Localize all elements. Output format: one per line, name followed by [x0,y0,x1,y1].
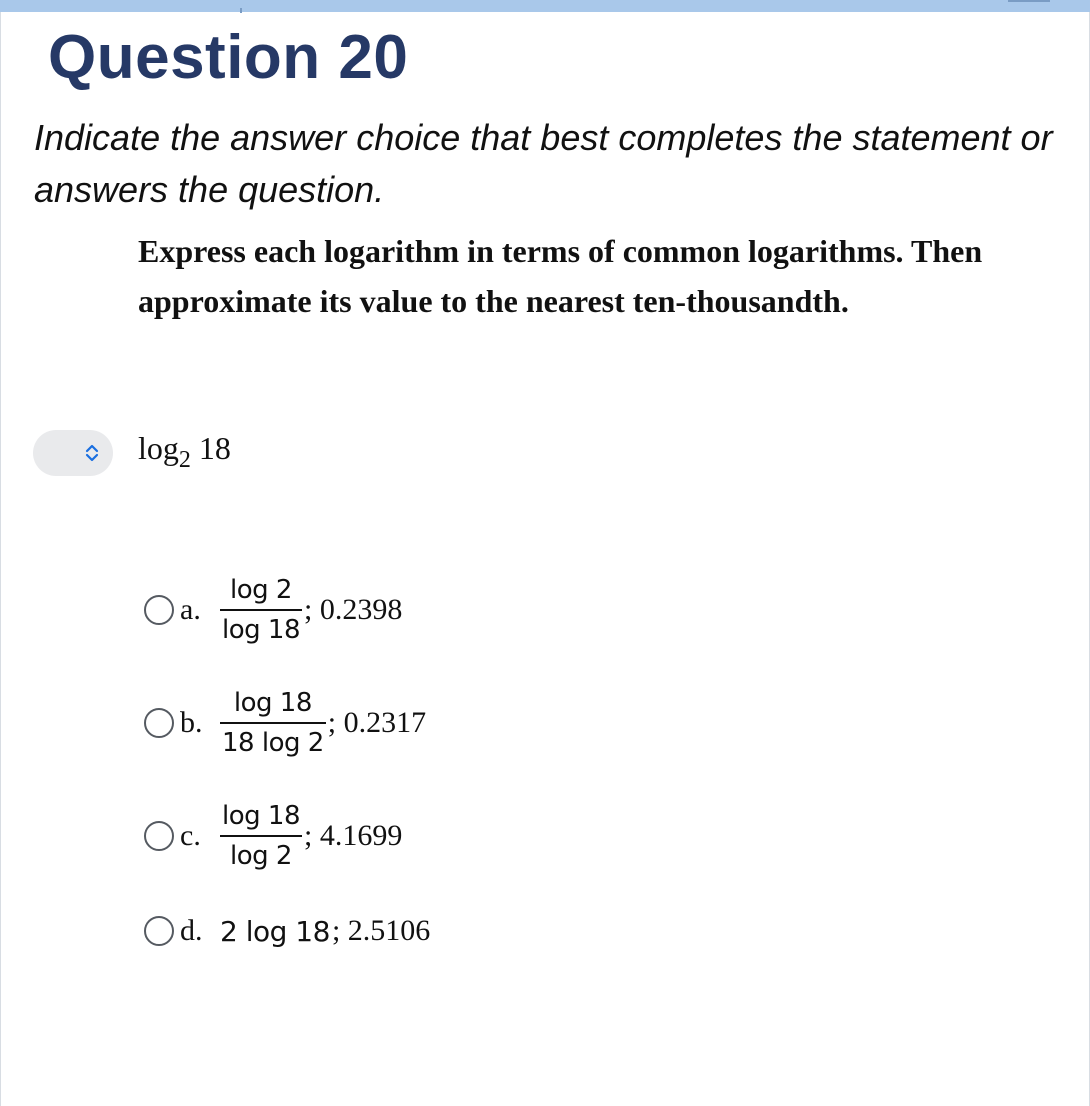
answer-choice-b[interactable] [144,683,844,763]
log-argument: 18 [198,430,231,466]
choice-letter-c: c. [180,819,201,852]
choice-value-b: ; 0.2317 [327,706,427,739]
fraction-numerator-b: log 18 [233,688,312,718]
up-down-chevron-icon [85,443,99,463]
collapse-toggle-button[interactable] [33,430,113,476]
fraction-bar-b [220,722,326,724]
fraction-denominator-c: log 2 [230,841,292,871]
answer-choice-d[interactable] [144,891,844,971]
fraction-bar-a [220,609,302,611]
log-base: 2 [178,447,191,473]
question-title: Question 20 [48,23,409,92]
fraction-denominator-a: log 18 [222,615,300,645]
fraction-bar-c [220,835,302,837]
radio-button-d[interactable] [144,916,174,946]
answer-choice-a[interactable] [144,570,844,650]
choice-value-c: ; 4.1699 [303,819,403,852]
top-bar-line [1008,0,1050,2]
fraction-denominator-b: 18 log 2 [222,728,324,758]
choice-expression-d: 2 log 18 [220,914,330,948]
radio-button-c[interactable] [144,821,174,851]
log-func: log [138,430,179,466]
radio-button-b[interactable] [144,708,174,738]
choice-value-d: ; 2.5106 [331,914,431,947]
fraction-a [220,573,302,647]
log-expression [138,426,231,473]
choice-letter-b: b. [180,706,203,739]
radio-button-a[interactable] [144,595,174,625]
fraction-b [220,686,326,760]
question-prompt: Express each logarithm in terms of common logarithms. Then approximate its value to the nearest ten-thousandth. [138,233,983,319]
choice-letter-d: d. [180,914,203,947]
fraction-c [220,799,302,873]
fraction-numerator-a: log 2 [230,575,292,605]
top-bar [0,0,1090,12]
choice-value-a: ; 0.2398 [303,593,403,626]
instruction-text: Indicate the answer choice that best completes the statement or answers the question. [34,117,1053,210]
fraction-numerator-c: log 18 [222,801,300,831]
answer-choice-c[interactable] [144,796,844,876]
choice-letter-a: a. [180,593,201,626]
